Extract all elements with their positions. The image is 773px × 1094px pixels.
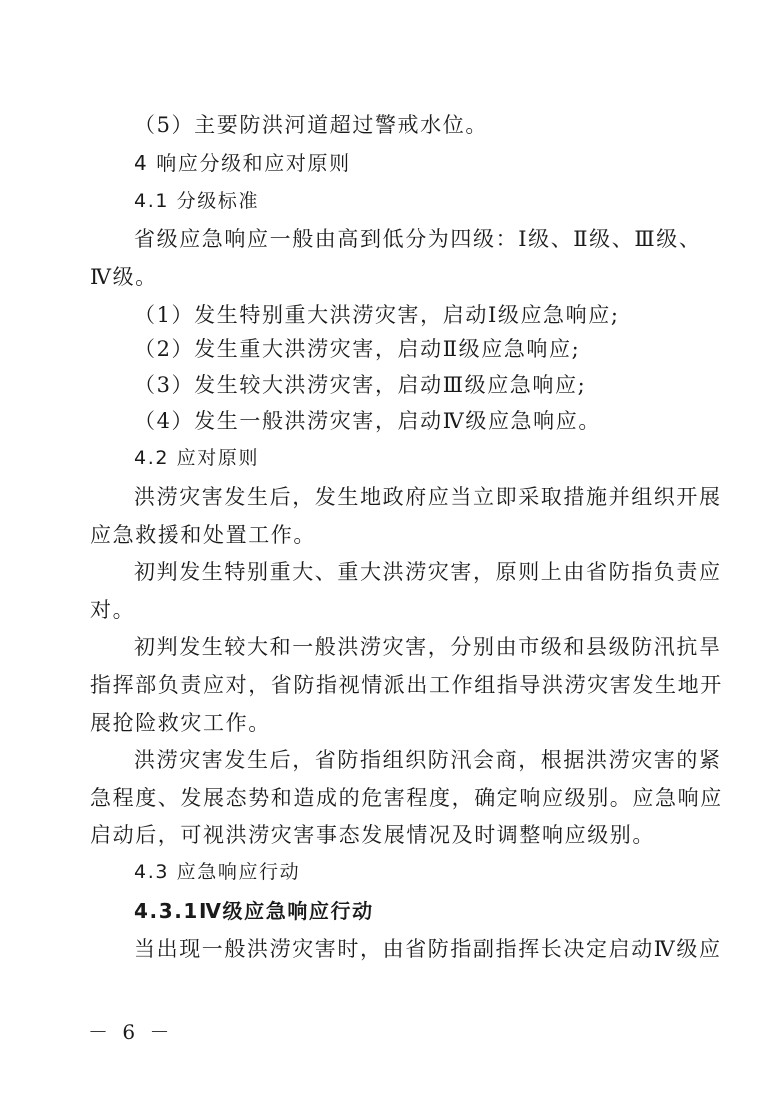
paragraph-line: 洪涝灾害发生后，发生地政府应当立即采取措施并组织开展 [134,485,722,509]
page-number: － 6 － [88,1020,174,1044]
paragraph-line: 指挥部负责应对，省防指视情派出工作组指导洪涝灾害发生地开 [90,673,723,697]
paragraph-line: 启动后，可视洪涝灾害事态发展情况及时调整响应级别。 [90,823,655,847]
paragraph-line: 急程度、发展态势和造成的危害程度，确定响应级别。应急响应 [90,786,723,810]
paragraph-line: 对。 [90,598,136,622]
paragraph-line: 展抢险救灾工作。 [90,711,271,735]
subsection-heading-4-2: 4.2 应对原则 [134,447,260,469]
section-heading-4: 4 响应分级和应对原则 [134,151,351,175]
paragraph-line: 应急救援和处置工作。 [90,523,316,547]
list-item-1: （1）发生特别重大洪涝灾害，启动Ⅰ级应急响应; [134,303,620,327]
list-item-5: （5）主要防洪河道超过警戒水位。 [134,113,488,137]
paragraph-line: 省级应急响应一般由高到低分为四级：Ⅰ级、Ⅱ级、Ⅲ级、 [134,227,702,251]
paragraph-line: 洪涝灾害发生后，省防指组织防汛会商，根据洪涝灾害的紧 [134,748,722,772]
paragraph-line: 初判发生特别重大、重大洪涝灾害，原则上由省防指负责应 [134,560,722,584]
paragraph-line: 初判发生较大和一般洪涝灾害，分别由市级和县级防汛抗旱 [134,635,722,659]
subsection-heading-4-1: 4.1 分级标准 [134,190,260,212]
list-item-2: （2）发生重大洪涝灾害，启动Ⅱ级应急响应; [134,337,581,361]
subsection-heading-4-3-1: 4.3.1Ⅳ级应急响应行动 [134,899,374,923]
list-item-4: （4）发生一般洪涝灾害，启动Ⅳ级应急响应。 [134,409,601,433]
list-item-3: （3）发生较大洪涝灾害，启动Ⅲ级应急响应; [134,373,587,397]
subsection-heading-4-3: 4.3 应急响应行动 [134,861,301,883]
paragraph-line: Ⅳ级。 [90,265,158,289]
paragraph-line: 当出现一般洪涝灾害时，由省防指副指挥长决定启动Ⅳ级应 [134,937,722,961]
